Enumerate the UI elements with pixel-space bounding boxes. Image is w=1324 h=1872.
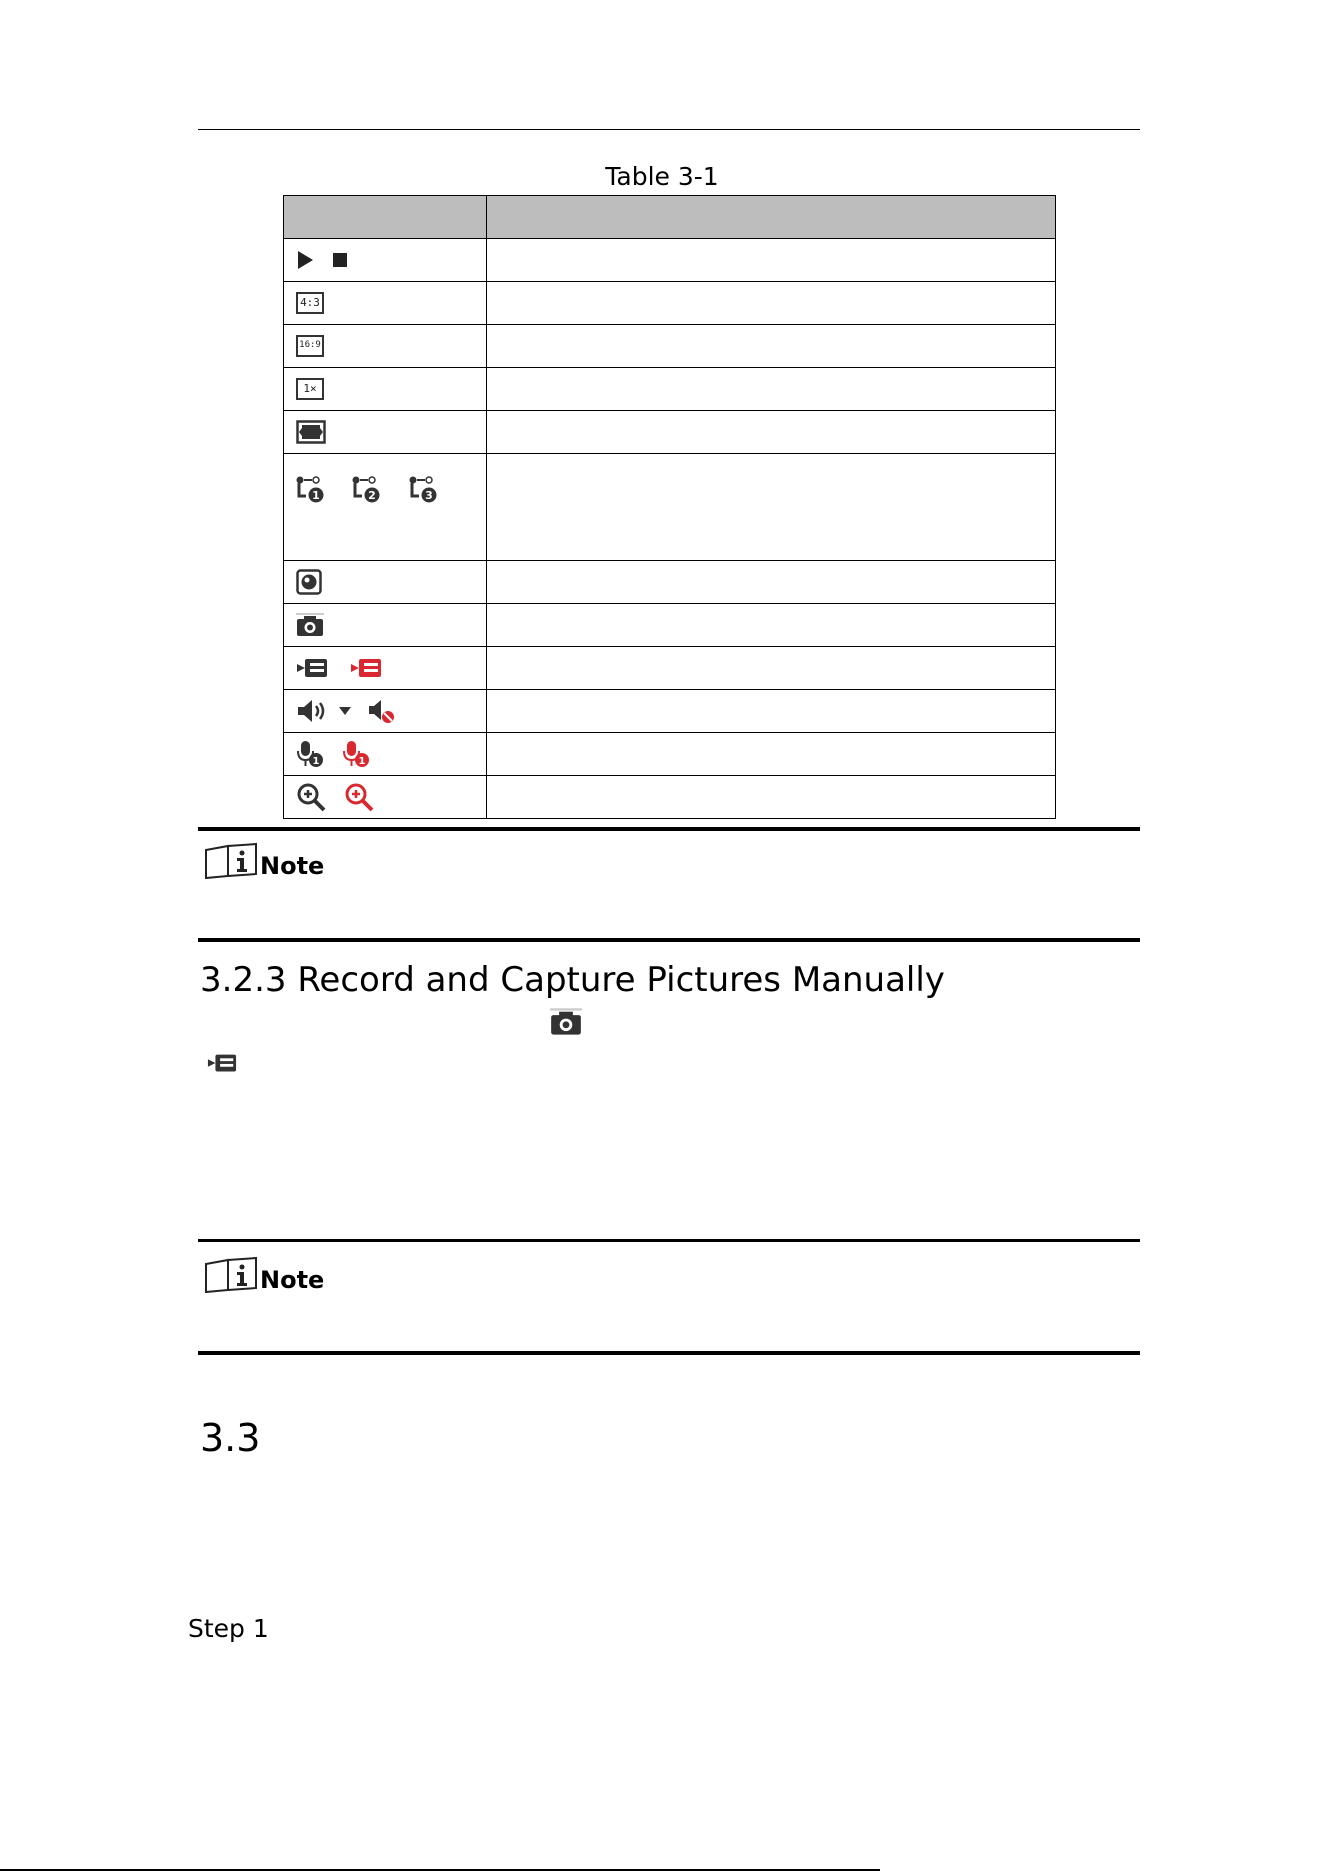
aspect-16-9-icon: 16:9 xyxy=(296,335,324,357)
note-info-icon xyxy=(204,1256,258,1294)
desc-cell xyxy=(487,325,1056,368)
capture-icon xyxy=(550,1008,582,1036)
digital-zoom-active-icon xyxy=(344,782,374,812)
icon-cell xyxy=(284,733,487,776)
bottom-rule xyxy=(0,1869,880,1871)
stream-2-icon xyxy=(352,476,382,504)
audio-on-icon xyxy=(296,698,328,724)
original-size-icon: 1× xyxy=(296,378,324,400)
note-box xyxy=(204,1256,324,1294)
stop-icon xyxy=(332,252,348,268)
two-way-audio-active-icon xyxy=(342,740,370,768)
icon-cell xyxy=(284,647,487,690)
digital-zoom-icon xyxy=(296,782,326,812)
audio-mute-icon xyxy=(367,698,397,724)
svg-text:2: 2 xyxy=(368,489,377,502)
note-label: Note xyxy=(260,852,325,880)
table-row xyxy=(284,368,1056,411)
desc-cell xyxy=(487,411,1056,454)
table-row xyxy=(284,561,1056,604)
table-row xyxy=(284,282,1056,325)
desc-cell xyxy=(487,454,1056,561)
note-bottom-rule xyxy=(198,938,1140,942)
desc-cell xyxy=(487,647,1056,690)
record-stop-icon xyxy=(350,657,382,679)
desc-cell xyxy=(487,604,1056,647)
table-row xyxy=(284,690,1056,733)
table-header-desc-col xyxy=(487,196,1056,239)
svg-text:1: 1 xyxy=(312,756,320,767)
svg-text:3: 3 xyxy=(425,489,433,502)
table-row xyxy=(284,454,1056,561)
note-top-rule xyxy=(198,827,1140,831)
icon-cell xyxy=(284,325,487,368)
desc-cell xyxy=(487,282,1056,325)
table-row xyxy=(284,604,1056,647)
svg-text:1: 1 xyxy=(312,489,320,502)
table-row xyxy=(284,733,1056,776)
icon-table xyxy=(283,195,1056,819)
table-row xyxy=(284,411,1056,454)
two-way-audio-icon xyxy=(296,740,324,768)
table-caption: Table 3-1 xyxy=(605,162,719,191)
svg-text:1: 1 xyxy=(358,756,366,767)
table-header-row xyxy=(284,196,1056,239)
note-top-rule xyxy=(198,1239,1140,1242)
table-row xyxy=(284,239,1056,282)
section-heading: 3.3 xyxy=(200,1416,261,1460)
record-icon xyxy=(207,1052,237,1074)
section-heading: 3.2.3 Record and Capture Pictures Manually xyxy=(200,960,945,1000)
icon-cell xyxy=(284,454,487,561)
aspect-4-3-icon: 4:3 xyxy=(296,292,324,314)
icon-cell xyxy=(284,239,487,282)
icon-cell xyxy=(284,368,487,411)
desc-cell xyxy=(487,733,1056,776)
table-row xyxy=(284,325,1056,368)
note-info-icon xyxy=(204,842,258,880)
top-rule xyxy=(198,129,1140,130)
table-header-icon-col xyxy=(284,196,487,239)
note-box xyxy=(204,842,324,880)
note-label: Note xyxy=(260,1266,325,1294)
icon-cell xyxy=(284,561,487,604)
play-icon xyxy=(296,250,314,270)
icon-cell xyxy=(284,604,487,647)
note-bottom-rule xyxy=(198,1351,1140,1355)
record-start-icon xyxy=(296,657,328,679)
volume-dropdown-icon xyxy=(338,706,352,716)
icon-cell xyxy=(284,776,487,819)
icon-cell xyxy=(284,282,487,325)
stream-1-icon xyxy=(296,476,326,504)
desc-cell xyxy=(487,239,1056,282)
stream-3-icon xyxy=(409,476,439,504)
desc-cell xyxy=(487,561,1056,604)
icon-cell xyxy=(284,411,487,454)
desc-cell xyxy=(487,690,1056,733)
plugin-icon xyxy=(296,569,322,595)
table-row xyxy=(284,776,1056,819)
step-label: Step 1 xyxy=(188,1614,269,1643)
capture-icon xyxy=(296,613,324,637)
desc-cell xyxy=(487,776,1056,819)
icon-cell xyxy=(284,690,487,733)
table-row xyxy=(284,647,1056,690)
desc-cell xyxy=(487,368,1056,411)
self-adaptive-icon xyxy=(296,420,326,444)
